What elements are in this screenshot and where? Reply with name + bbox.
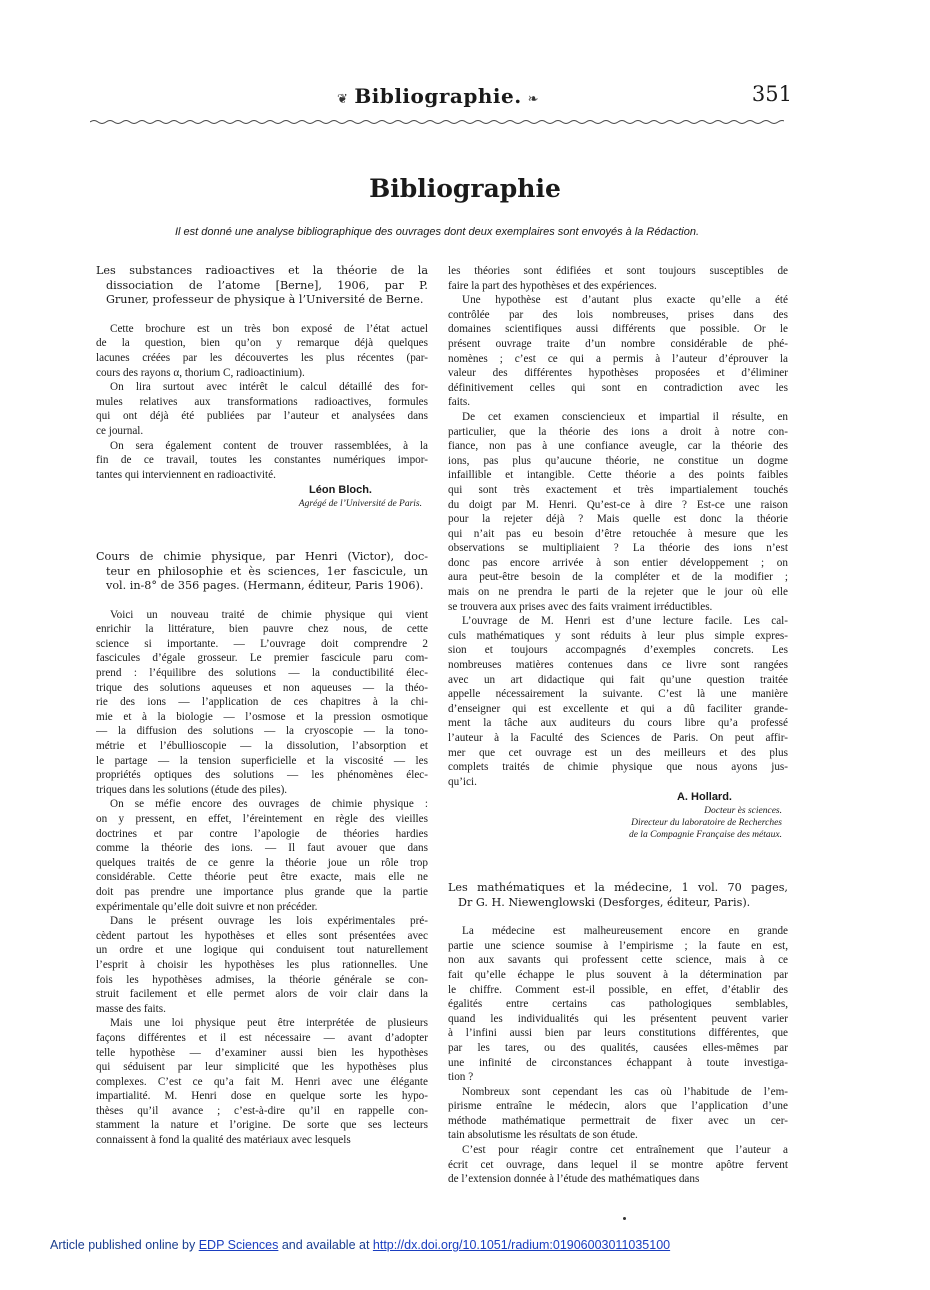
publisher-link[interactable]: EDP Sciences: [198, 1238, 279, 1252]
heading-line: Les mathématiques et la médecine, 1 vol. 70 pages,: [448, 880, 788, 894]
text-line: cours des rayons α, thorium C, radioactinium).: [96, 366, 305, 379]
text-line: trique des solutions aqueuses et non aqueuses — la théo-: [96, 681, 428, 694]
text-line: partie une science soumise à l’empirisme ; la faute en est,: [448, 939, 788, 952]
paragraph: [96, 608, 428, 798]
paragraph: [448, 264, 788, 293]
text-line: culs mathématiques y sont réduits à leur plus simple expres-: [448, 629, 788, 642]
text-line: De cet examen consciencieux et impartial il résulte, en: [462, 410, 788, 423]
text-line: faire la part des hypothèses et des expériences.: [448, 279, 657, 292]
text-line: l’esprit à choisir les hypothèses les plus rationnelles. Une: [96, 958, 428, 971]
text-line: L’ouvrage de M. Henri est d’une lecture facile. Les cal-: [462, 615, 788, 628]
heading-line: Dr G. H. Niewenglowski (Desforges, éditeur, Paris).: [458, 895, 751, 909]
paragraph: [96, 797, 428, 914]
text-line: donc pas encore arrivée à son entier développement ; on: [448, 556, 788, 569]
text-line: doctrines et par contre l’apologie de théories hardies: [96, 827, 428, 840]
running-title: [88, 84, 788, 108]
text-line: d’enseigner qui est excellente et qui a dû faciliter grande-: [448, 702, 788, 715]
text-line: triques dans les solutions (étude des piles).: [96, 783, 288, 796]
text-line: La médecine est malheureusement encore en grande: [462, 925, 788, 938]
text-line: un ordre et une logique qui conduisent tout naturellement: [96, 944, 428, 957]
text-line: le chiffre. Comment est-il possible, en effet, d’établir des: [448, 983, 788, 996]
review-heading: [96, 264, 428, 308]
text-line: doit pas prendre une importance plus grande que la partie: [96, 885, 428, 898]
text-line: méthode mathématique permettrait de fixer avec un cer-: [448, 1114, 788, 1127]
text-line: mules relatives aux transformations radioactives, formules: [96, 395, 428, 408]
heading-line: Cours de chimie physique, par Henri (Victor), doc-: [96, 549, 428, 563]
text-line: une infinité de circonstances échappant à toute investiga-: [448, 1056, 788, 1069]
text-line: telle hypothèse — d’examiner aussi bien les hypothèses: [96, 1046, 428, 1059]
text-line: pirisme entraîne le médecin, alors que l’application d’une: [448, 1100, 788, 1113]
text-line: sion et toujours accompagnés d’exemples concrets. Les: [448, 644, 788, 657]
text-line: enrichir la littérature, bien pauvre chez nous, de cette: [96, 623, 428, 636]
page-title: Bibliographie: [369, 174, 561, 203]
text-line: mie et à la biologie — l’osmose et la pression osmotique: [96, 710, 428, 723]
text-line: pour la rejeter déjà ? Mais quelle est donc la théorie: [448, 513, 788, 526]
text-line: masse des faits.: [96, 1002, 166, 1015]
text-line: observations se multipliaient ? La théorie des ions n’est: [448, 542, 788, 555]
text-line: impartialité. M. Henri dose en quelque sorte les hypo-: [96, 1090, 428, 1103]
review-heading: [448, 881, 788, 910]
text-line: ce journal.: [96, 424, 144, 437]
text-line: Mais une loi physique peut être interprétée de plusieurs: [110, 1017, 428, 1030]
text-line: qui n’ait pas eu besoin d’être retouchée à mesure que les: [448, 527, 788, 540]
text-line: On se méfie encore des ouvrages de chimie physique :: [110, 798, 428, 811]
text-line: appelle nécessairement la suivante. C’est là une manière: [448, 688, 788, 701]
text-line: contrôlée par des lois nombreuses, prises dans des: [448, 308, 788, 321]
signature-affiliation: Directeur du laboratoire de Recherches: [631, 817, 782, 828]
spacer: [96, 510, 428, 550]
text-line: ment la tâche aux auditeurs du cours libre qu’a professé: [448, 717, 788, 730]
ornament-right-icon: ❧: [527, 92, 540, 107]
text-line: stamment la nature et l’origine. De sorte que ses lecteurs: [96, 1119, 428, 1132]
page-number: 351: [751, 82, 792, 106]
paragraph: [96, 439, 428, 483]
heading-line: teur en philosophie et ès sciences, 1er fascicule, un: [106, 564, 428, 578]
text-line: fiance, non pas à une confiance aveugle, car la théorie des: [448, 440, 788, 453]
text-line: On sera également content de trouver rassemblées, à la: [110, 439, 428, 452]
text-line: quand les individualités qui les présentent peuvent varier: [448, 1012, 788, 1025]
text-line: l’auteur à la Faculté des Sciences de Paris. On peut affir-: [448, 732, 788, 744]
text-line: considérable. Cette théorie peut être exacte, mais elle ne: [96, 871, 428, 884]
text-line: propriétés optiques des solutions — les phénomènes élec-: [96, 769, 428, 782]
text-line: par les tares, ou des qualités, causées elles-mêmes par: [448, 1041, 788, 1054]
signature-affiliation: de la Compagnie Française des métaux.: [628, 829, 782, 840]
text-line: tain absolutisme les résultats de son étude.: [448, 1129, 638, 1142]
text-line: tion ?: [448, 1071, 474, 1084]
text-line: de l’extension donnée à l’étude des mathématiques dans: [448, 1173, 700, 1186]
text-line: Dans le présent ouvrage les lois expérimentales pré-: [110, 915, 428, 928]
text-line: qu’ici.: [448, 775, 477, 788]
wavy-rule-divider: [90, 118, 784, 126]
stray-dot: [623, 1217, 626, 1220]
paragraph: [96, 322, 428, 380]
text-line: fascicules d’égale grosseur. Le premier fascicule paru com-: [96, 652, 428, 665]
text-line: C’est pour réagir contre cet entraînement que l’auteur a: [462, 1144, 788, 1157]
heading-line: Les substances radioactives et la théorie de la: [96, 264, 428, 277]
text-line: Cette brochure est un très bon exposé de l’état actuel: [110, 322, 428, 335]
spacer: [96, 594, 428, 608]
section-subtitle: Il est donné une analyse bibliographique des ouvrages dont deux exemplaires sont envoyés à la Rédaction.: [174, 226, 700, 238]
text-line: non aux savants qui professent cette science, mais à ce: [448, 954, 788, 967]
text-line: présent ouvrage traite d’un nombre considérable de phé-: [448, 337, 788, 350]
heading-line: dissociation de l’atome [Berne], 1906, par P.: [106, 278, 428, 292]
spacer: [96, 308, 428, 322]
review-signature: Léon Bloch.: [309, 484, 372, 497]
review-signature: A. Hollard.: [676, 791, 732, 804]
text-line: lacunes créées par les découvertes les plus récentes (par-: [96, 351, 428, 364]
text-line: on y pressent, en effet, l’éreintement en règle des vieilles: [96, 813, 428, 825]
text-line: qui sont très exactement et très impartialement touchés: [448, 483, 788, 496]
paragraph: [448, 1143, 788, 1187]
paragraph: [448, 410, 788, 614]
text-line: valeur des différentes hypothèses proposées et d’éliminer: [448, 367, 788, 380]
publication-footer: [50, 1238, 670, 1252]
text-line: écrit cet ouvrage, dans lequel il se montre apôtre fervent: [448, 1158, 788, 1171]
paragraph: [448, 293, 788, 410]
paragraph: [448, 924, 788, 1085]
text-line: Une hypothèse est d’autant plus exacte qu’elle a été: [462, 294, 788, 307]
left-column: [96, 264, 428, 1148]
ornament-left-icon: ❦: [336, 92, 349, 107]
text-line: connaissent à fond la qualité des matériaux avec lesquels: [96, 1134, 351, 1147]
text-line: Voici un nouveau traité de chimie physique qui vient: [110, 608, 428, 621]
text-line: On lira surtout avec intérêt le calcul détaillé des for-: [110, 381, 428, 394]
text-line: qui ont déjà été publiées par l’auteur et analysées dans: [96, 410, 428, 423]
spacer: [448, 910, 788, 924]
text-line: complexes. C’est ce qu’a fait M. Henri avec une élégante: [96, 1075, 428, 1088]
text-line: fait qu’elle échappe le plus souvent à la détermination par: [448, 968, 788, 981]
text-line: complets traités de chimie physique que nous ayons jus-: [448, 761, 788, 774]
right-column: [448, 264, 788, 1187]
footer-prefix: Article published online by: [50, 1238, 199, 1252]
running-title-text: Bibliographie.: [354, 84, 522, 108]
signature-affiliation: Agrégé de l’Université de Paris.: [298, 498, 422, 509]
paragraph: [96, 914, 428, 1016]
text-line: nomènes ; c’est ce qui a permis à l’auteur d’éprouver la: [448, 352, 788, 365]
text-line: avec un art didactique qui fait qu’une question traitée: [448, 673, 788, 686]
text-line: quelques traités de ce genre la théorie joue un rôle trop: [96, 856, 428, 869]
text-line: comme la théorie des ions. — Il faut avouer que dans: [96, 842, 428, 855]
text-line: du doigt par M. Henri. Qu’est-ce à dire ? Est-ce une raison: [448, 498, 788, 511]
text-line: à l’infini aussi bien par leurs constitutions différentes, que: [448, 1027, 788, 1040]
text-line: infaillible et intangible. Cette théorie a des points faibles: [448, 469, 788, 482]
text-line: métrie et l’ébullioscopie — la dissolution, l’absorption et: [96, 740, 428, 753]
text-line: thèses qu’il avance ; c’est-à-dire qu’il en rappelle con-: [96, 1104, 428, 1117]
running-head: [88, 82, 792, 114]
text-line: struit facilement et elle permet alors de voir clair dans la: [96, 988, 428, 1001]
text-line: particulier, que la théorie des ions a droit à notre con-: [448, 425, 788, 438]
text-line: se trouvera aux prises avec des faits vraiment irréductibles.: [448, 600, 713, 613]
text-line: rie des ions — l’application de ces chapitres à la chi-: [96, 696, 428, 709]
text-line: Nombreux sont cependant les cas où l’habitude de l’em-: [462, 1085, 788, 1098]
text-line: science si importante. — L’ouvrage doit comprendre 2: [96, 637, 428, 650]
paragraph: [448, 1085, 788, 1143]
text-line: domaines scientifiques aussi différents que possible. Or le: [448, 323, 788, 336]
footer-middle: and available at: [278, 1238, 373, 1252]
heading-line: vol. in-8° de 356 pages. (Hermann, éditeur, Paris 1906).: [106, 579, 424, 593]
text-line: fois les hypothèses admises, la théorie générale se con-: [96, 973, 428, 986]
text-line: qui séduisent par leur simplicité que les hypothèses plus: [96, 1061, 428, 1074]
text-line: cèdent partout les hypothèses et elles sont présentées avec: [96, 929, 428, 942]
signature-affiliation: Docteur ès sciences.: [704, 805, 782, 816]
text-line: tantes qui interviennent en radioactivité.: [96, 468, 276, 481]
text-line: fin de ce travail, toutes les constantes numériques impor-: [96, 454, 428, 467]
text-line: expérimentale qu’elle doit suivre et non précéder.: [96, 900, 318, 913]
text-line: mais on ne prendra le parti de la rejeter que le jour où elle: [448, 586, 788, 599]
text-line: égalités entre certains cas pathologiques semblables,: [448, 998, 788, 1011]
paragraph: [448, 614, 788, 789]
doi-link[interactable]: http://dx.doi.org/10.1051/radium:01906003011035100: [372, 1238, 671, 1252]
heading-line: Gruner, professeur de physique à l’Université de Berne.: [106, 293, 424, 307]
text-line: le partage — la tension superficielle et la viscosité — les: [96, 754, 428, 767]
text-line: aura peut-être besoin de la compléter et de la modifier ;: [448, 571, 788, 584]
text-line: définitivement celles qui sont en contradiction avec les: [448, 381, 788, 394]
spacer: [448, 841, 788, 881]
text-line: — la diffusion des solutions — la cryoscopie — la tono-: [96, 725, 428, 738]
text-line: les théories sont édifiées et sont toujours susceptibles de: [448, 265, 788, 277]
review-heading: [96, 550, 428, 594]
text-line: de la question, bien qu’on y remarque déjà quelques: [96, 337, 428, 350]
text-line: ions, pas plus qu’aucune théorie, ne constitue un dogme: [448, 454, 788, 467]
paragraph: [96, 380, 428, 438]
text-line: prend : l’équilibre des solutions — la conductibilité élec-: [96, 667, 428, 680]
text-line: nombreuses matières contenues dans ce livre sont rangées: [448, 659, 788, 672]
text-line: façons différentes et il est nécessaire — avant d’adopter: [96, 1031, 428, 1044]
text-line: faits.: [448, 396, 471, 409]
text-line: mer que cet ouvrage est un des meilleurs et des plus: [448, 746, 788, 759]
paragraph: [96, 1016, 428, 1147]
